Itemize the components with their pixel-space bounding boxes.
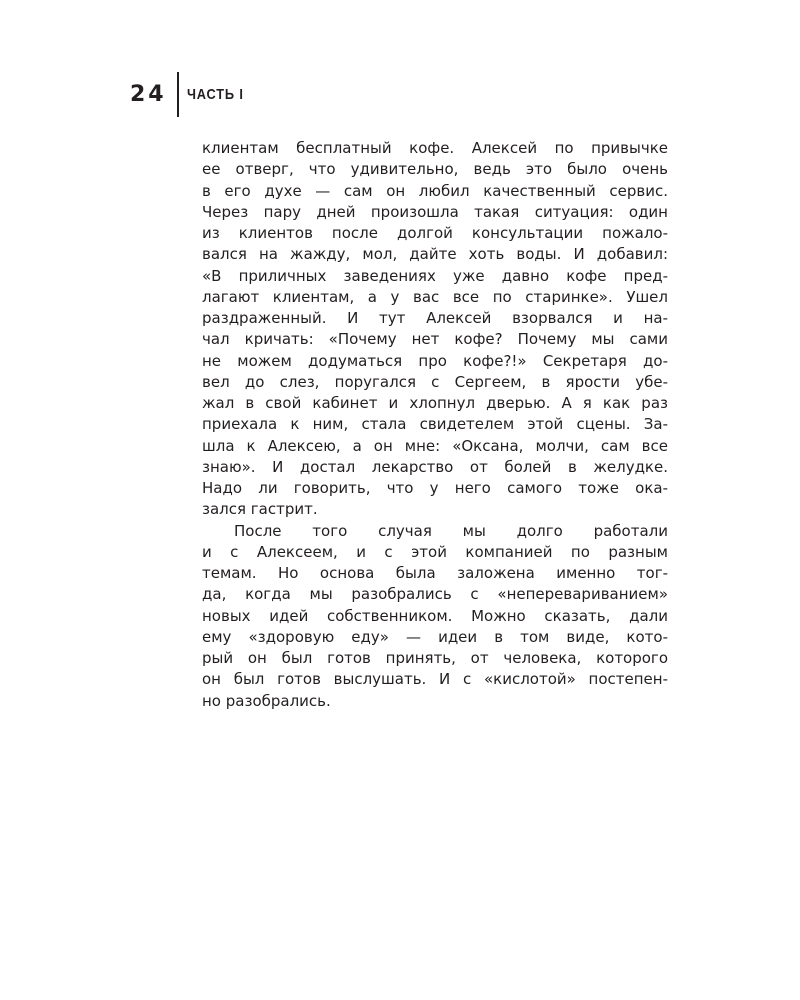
text-line: Надо ли говорить, что у него самого тоже ока-: [202, 479, 668, 497]
text-line: рый он был готов принять, от человека, которого: [202, 649, 668, 667]
text-line: не можем додуматься про кофе?!» Секретаря до-: [202, 351, 668, 370]
text-line: темам. Но основа была заложена именно тог-: [202, 564, 668, 582]
text-line: раздраженный. И тут Алексей взорвался и на-: [202, 309, 668, 327]
text-line: из клиентов после долгой консультации пожало-: [202, 224, 668, 242]
text-line: но разобрались.: [202, 691, 331, 710]
running-header: [130, 72, 253, 117]
text-line: да, когда мы разобрались с «неперевариванием»: [202, 585, 668, 604]
text-line: После того случая мы долго работали: [234, 521, 668, 540]
header-divider: [177, 72, 179, 117]
text-line: Через пару дней произошла такая ситуация: один: [202, 202, 668, 221]
text-line: «В приличных заведениях уже давно кофе пред-: [202, 266, 668, 285]
body-text: [202, 138, 668, 712]
text-line: приехала к ним, стала свидетелем этой сцены. За-: [202, 415, 668, 434]
text-line: новых идей собственником. Можно сказать, дали: [202, 606, 668, 625]
section-title: ЧАСТЬ I: [186, 86, 244, 103]
paragraph: [202, 138, 668, 521]
text-line: знаю». И достал лекарство от болей в желудке.: [202, 457, 668, 476]
text-line: ему «здоровую еду» — идеи в том виде, кото-: [202, 627, 668, 646]
text-line: лагают клиентам, а у вас все по старинке». Ушел: [202, 287, 668, 306]
text-line: зался гастрит.: [202, 500, 318, 519]
page-number: 24: [130, 81, 167, 107]
text-line: жал в свой кабинет и хлопнул дверью. А я как раз: [202, 394, 668, 412]
text-line: вел до слез, поругался с Сергеем, в ярости убе-: [202, 372, 668, 391]
text-line: клиентам бесплатный кофе. Алексей по привычке: [202, 139, 668, 157]
text-line: чал кричать: «Почему нет кофе? Почему мы сами: [202, 330, 668, 349]
text-line: шла к Алексею, а он мне: «Оксана, молчи, сам все: [202, 436, 668, 455]
text-line: ее отверг, что удивительно, ведь это было очень: [202, 160, 668, 179]
text-line: он был готов выслушать. И с «кислотой» постепен-: [202, 670, 668, 689]
paragraph: [202, 521, 668, 712]
text-line: в его духе — сам он любил качественный сервис.: [202, 181, 668, 200]
text-line: и с Алексеем, и с этой компанией по разным: [202, 542, 668, 561]
text-line: вался на жажду, мол, дайте хоть воды. И добавил:: [202, 245, 668, 264]
